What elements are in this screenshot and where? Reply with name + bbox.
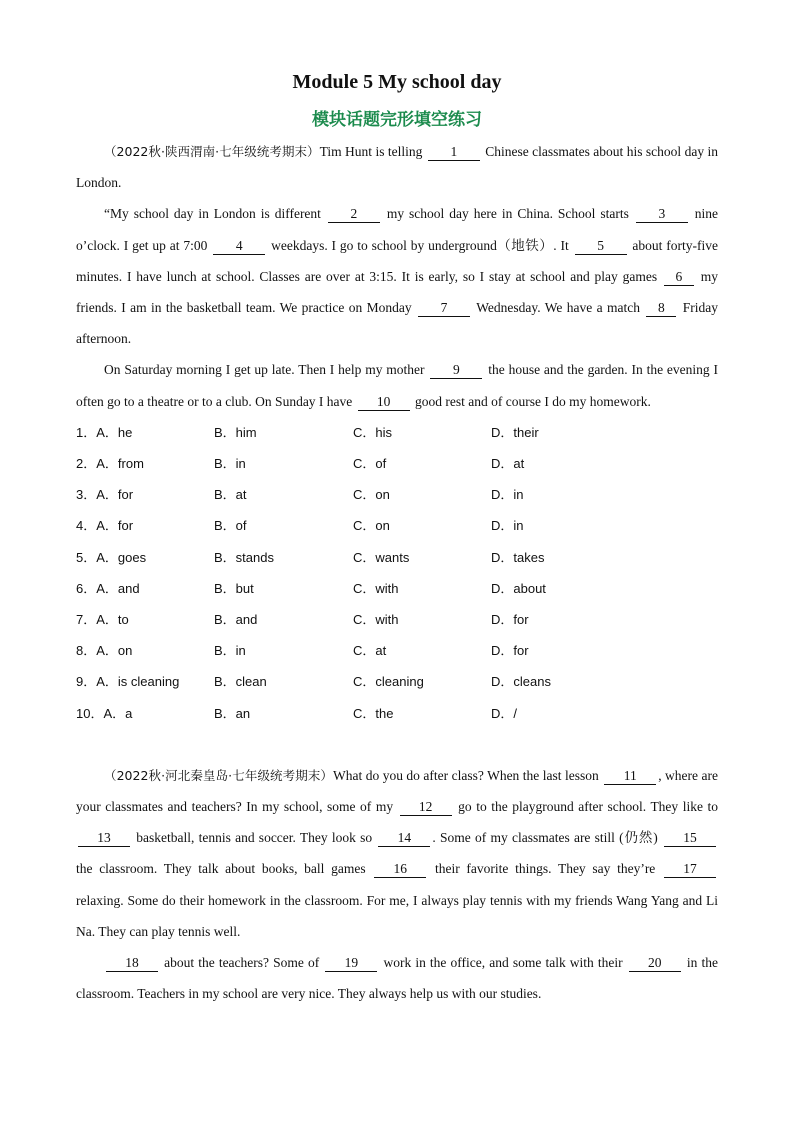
option-row: 5．A．goes B．stands C．wants D．takes xyxy=(76,549,545,565)
blank-15: 15 xyxy=(664,830,716,847)
blank-18: 18 xyxy=(106,955,158,972)
blank-7: 7 xyxy=(418,300,470,317)
blank-2: 2 xyxy=(328,206,380,223)
passage-2-source: （2022秋·河北秦皇岛·七年级统考期末） xyxy=(104,767,334,783)
passage-1 xyxy=(76,136,718,417)
blank-20: 20 xyxy=(629,955,681,972)
page-title: Module 5 My school day xyxy=(292,71,502,93)
passage-2-paragraph-1: （2022秋·河北秦皇岛·七年级统考期末）What do you do after class? When the last lesson 11 , where are your classmates and teachers? In my school, some of my 12 go to the playground after school. They like to 13 basketball, tennis and soccer. They look so 14 . Some of my classmates are still (仍然) 15 the classroom. They talk about books, ball games 16 their favorite things. They say they’re 17 relaxing. Some do their homework in the classroom. For me, I always play tennis with my friends Wang Yang and Li Na. They can play tennis well. xyxy=(76,767,718,939)
option-row: 1．A．he B．him C．his D．their xyxy=(76,424,539,440)
option-row: 8．A．on B．in C．at D．for xyxy=(76,643,529,659)
option-row: 4．A．for B．of C．on D．in xyxy=(76,518,524,534)
passage-1-paragraph-3: On Saturday morning I get up late. Then I help my mother 9 the house and the garden. In the evening I often go to a theatre or to a club. On Sunday I have 10 good rest and of course I do my homework. xyxy=(76,362,718,409)
option-row: 6．A．and B．but C．with D．about xyxy=(76,580,546,596)
blank-17: 17 xyxy=(664,861,716,878)
passage-1-paragraph-1: （2022秋·陕西渭南·七年级统考期末）Tim Hunt is telling 1 Chinese classmates about his school day in London. xyxy=(76,144,718,191)
worksheet-page xyxy=(76,66,718,1009)
blank-19: 19 xyxy=(325,955,377,972)
blank-16: 16 xyxy=(374,861,426,878)
blank-9: 9 xyxy=(430,362,482,379)
answer-options xyxy=(76,417,718,729)
blank-11: 11 xyxy=(604,768,656,785)
blank-5: 5 xyxy=(575,238,627,255)
blank-8: 8 xyxy=(646,300,676,317)
option-row: 9．A．is cleaning B．clean C．cleaning D．cleans xyxy=(76,674,551,690)
blank-14: 14 xyxy=(378,830,430,847)
blank-10: 10 xyxy=(358,394,410,411)
option-row: 7．A．to B．and C．with D．for xyxy=(76,611,529,627)
page-subtitle: 模块话题完形填空练习 xyxy=(312,110,482,130)
blank-12: 12 xyxy=(400,799,452,816)
passage-2 xyxy=(76,760,718,1010)
passage-1-paragraph-2: “My school day in London is different 2 my school day here in China. School starts 3 nine o’clock. I get up at 7:00 4 weekdays. I go to school by underground（地铁）. It 5 about forty-five minutes. I have lunch at school. Classes are over at 3:15. It is early, so I stay at school and play games 6 my friends. I am in the basketball team. We practice on Monday 7 Wednesday. We have a match 8 Friday afternoon. xyxy=(76,206,719,347)
option-row: 3．A．for B．at C．on D．in xyxy=(76,487,524,503)
blank-6: 6 xyxy=(664,269,694,286)
blank-1: 1 xyxy=(428,144,480,161)
blank-13: 13 xyxy=(78,830,130,847)
blank-4: 4 xyxy=(213,238,265,255)
passage-1-source: （2022秋·陕西渭南·七年级统考期末） xyxy=(104,144,320,159)
option-row: 2．A．from B．in C．of D．at xyxy=(76,456,525,472)
blank-3: 3 xyxy=(636,206,688,223)
passage-2-paragraph-2: 18 about the teachers? Some of 19 work in the office, and some talk with their 20 in the classroom. Teachers in my school are very nice. They always help us with our studies. xyxy=(76,954,718,1002)
option-row: 10．A．a B．an C．the D．/ xyxy=(76,705,518,721)
